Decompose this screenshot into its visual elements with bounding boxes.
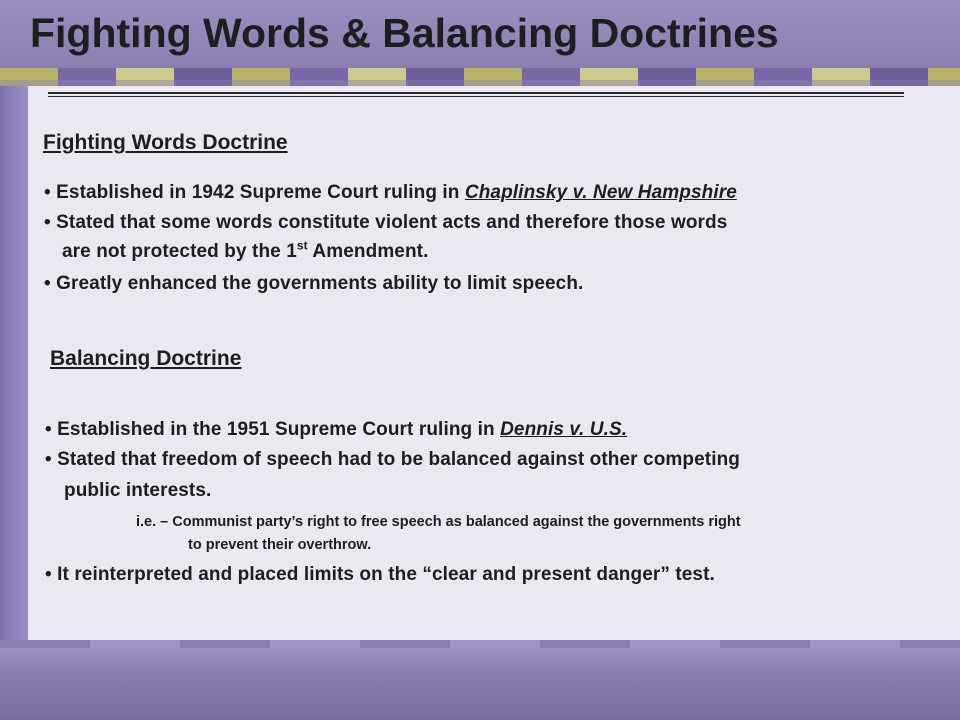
- fighting-words-bullet-1: [44, 182, 737, 204]
- fighting-words-bullet-2: • Stated that some words constitute violent acts and therefore those words: [44, 212, 728, 233]
- fighting-words-bullet-3: • Greatly enhanced the governments ability to limit speech.: [44, 273, 584, 294]
- ordinal-suffix: st: [296, 238, 308, 253]
- title-rule-thin: [48, 96, 904, 97]
- bullet-text: Amendment.: [307, 241, 429, 262]
- balancing-bullet-2: • Stated that freedom of speech had to be balanced against other competing: [45, 449, 740, 470]
- fighting-words-heading: Fighting Words Doctrine: [43, 131, 288, 154]
- balancing-doctrine-heading: Balancing Doctrine: [50, 347, 242, 370]
- left-border: [0, 86, 28, 646]
- bullet-text: • Established in 1942 Supreme Court ruling in: [44, 182, 465, 203]
- case-name-dennis: Dennis v. U.S.: [500, 419, 628, 440]
- slide-title: Fighting Words & Balancing Doctrines: [30, 10, 779, 56]
- balancing-bullet-2-cont: public interests.: [64, 480, 212, 501]
- title-rule: [48, 92, 904, 94]
- example-note-cont: to prevent their overthrow.: [188, 537, 372, 553]
- footer-band: [0, 640, 960, 720]
- bullet-text: • Established in the 1951 Supreme Court ruling in: [45, 419, 501, 440]
- balancing-bullet-3: • It reinterpreted and placed limits on the “clear and present danger” test.: [45, 564, 715, 585]
- fighting-words-bullet-2-cont: [62, 238, 429, 263]
- example-note: i.e. – Communist party’s right to free speech as balanced against the governments right: [136, 514, 741, 530]
- header-stripe: [0, 68, 960, 80]
- footer-stripe: [0, 640, 960, 648]
- balancing-bullet-1: [45, 419, 627, 441]
- case-name-chaplinsky: Chaplinsky v. New Hampshire: [464, 182, 737, 203]
- bullet-text: are not protected by the 1: [62, 241, 297, 262]
